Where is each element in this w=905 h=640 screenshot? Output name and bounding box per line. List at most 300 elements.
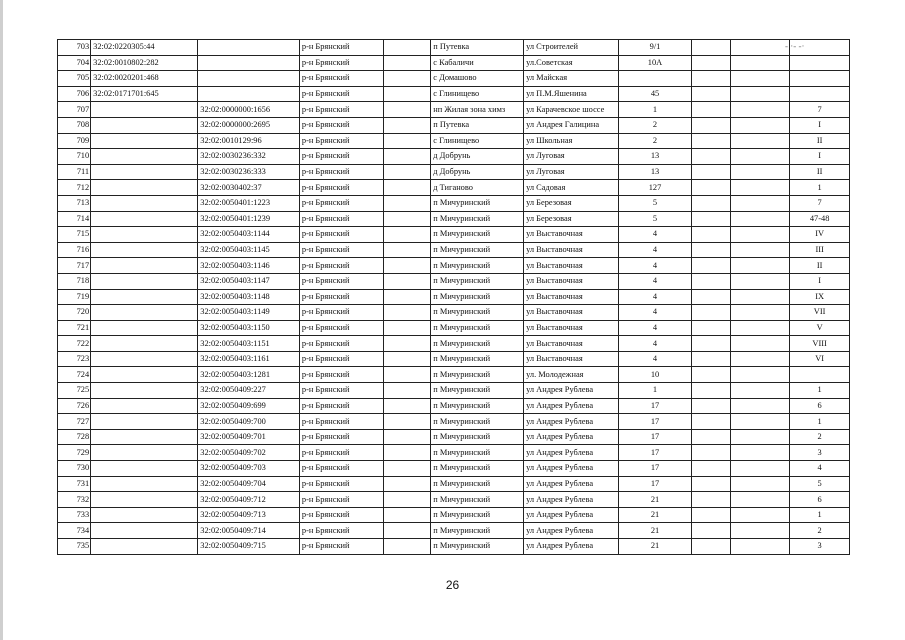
cell-apartment (790, 86, 850, 102)
cell-cadastral-number-b (198, 71, 300, 87)
cell-blank-col-2 (691, 305, 730, 321)
cell-district: р-н Брянский (299, 102, 383, 118)
cell-street: ул Выставочная (524, 258, 619, 274)
cell-cadastral-number-b: 32:02:0050403:1145 (198, 242, 300, 258)
cell-street: ул Майская (524, 71, 619, 87)
cell-district: р-н Брянский (299, 117, 383, 133)
cell-district: р-н Брянский (299, 320, 383, 336)
cell-blank-col-2 (691, 383, 730, 399)
cell-blank-col-2 (691, 40, 730, 56)
cell-blank-col-3 (730, 258, 790, 274)
cell-street: ул Луговая (524, 149, 619, 165)
cell-district: р-н Брянский (299, 398, 383, 414)
cell-blank-col-3 (730, 242, 790, 258)
cell-street: ул Андрея Рублева (524, 523, 619, 539)
cell-row-number: 721 (58, 320, 91, 336)
cell-blank-col-3 (730, 180, 790, 196)
cell-blank-col (383, 305, 430, 321)
cell-blank-col-3 (730, 117, 790, 133)
cell-street: ул Андрея Рублева (524, 492, 619, 508)
cell-blank-col (383, 164, 430, 180)
cell-cadastral-number-b: 32:02:0050401:1223 (198, 195, 300, 211)
cell-street: ул.Советская (524, 55, 619, 71)
cell-row-number: 714 (58, 211, 91, 227)
cell-blank-col (383, 289, 430, 305)
cell-apartment: 47-48 (790, 211, 850, 227)
cell-blank-col-3 (730, 476, 790, 492)
cell-cadastral-number-a (91, 289, 198, 305)
cell-blank-col-3 (730, 398, 790, 414)
cell-blank-col-2 (691, 289, 730, 305)
cell-row-number: 707 (58, 102, 91, 118)
cell-settlement: нп Жилая зона химз (431, 102, 524, 118)
cell-settlement: п Мичуринский (431, 398, 524, 414)
cell-house-number: 4 (619, 320, 692, 336)
cell-row-number: 713 (58, 195, 91, 211)
cell-settlement: п Мичуринский (431, 476, 524, 492)
cell-house-number: 10А (619, 55, 692, 71)
cell-cadastral-number-b: 32:02:0050403:1144 (198, 227, 300, 243)
cell-blank-col-3 (730, 164, 790, 180)
cell-blank-col-2 (691, 507, 730, 523)
cell-cadastral-number-a (91, 429, 198, 445)
cell-house-number: 1 (619, 102, 692, 118)
cell-cadastral-number-a (91, 367, 198, 383)
cell-settlement: п Мичуринский (431, 336, 524, 352)
cell-cadastral-number-a: 32:02:0020201:468 (91, 71, 198, 87)
cell-blank-col-2 (691, 273, 730, 289)
cell-settlement: п Мичуринский (431, 242, 524, 258)
cell-settlement: п Мичуринский (431, 273, 524, 289)
cell-apartment: 5 (790, 476, 850, 492)
cell-house-number: 1 (619, 383, 692, 399)
cell-district: р-н Брянский (299, 86, 383, 102)
cell-cadastral-number-a (91, 336, 198, 352)
cell-blank-col (383, 383, 430, 399)
cell-blank-col-3 (730, 289, 790, 305)
cell-settlement: п Мичуринский (431, 492, 524, 508)
cell-settlement: с Кабаличи (431, 55, 524, 71)
cell-settlement: д Тиганово (431, 180, 524, 196)
cell-blank-col (383, 211, 430, 227)
cell-apartment (790, 71, 850, 87)
cell-apartment: III (790, 242, 850, 258)
cell-house-number: 4 (619, 258, 692, 274)
cell-blank-col (383, 242, 430, 258)
cell-blank-col (383, 429, 430, 445)
cell-street: ул Луговая (524, 164, 619, 180)
table-row (58, 195, 850, 211)
cell-blank-col-3 (730, 336, 790, 352)
cell-district: р-н Брянский (299, 414, 383, 430)
cell-cadastral-number-a (91, 227, 198, 243)
cell-blank-col-2 (691, 102, 730, 118)
cell-cadastral-number-b: 32:02:0050409:702 (198, 445, 300, 461)
cell-blank-col-2 (691, 429, 730, 445)
table-row (58, 149, 850, 165)
cell-district: р-н Брянский (299, 351, 383, 367)
cell-row-number: 712 (58, 180, 91, 196)
cell-street: ул Выставочная (524, 336, 619, 352)
table-row (58, 320, 850, 336)
cell-blank-col-2 (691, 258, 730, 274)
cell-cadastral-number-a (91, 117, 198, 133)
cell-cadastral-number-a: 32:02:0010802:282 (91, 55, 198, 71)
cell-settlement: п Мичуринский (431, 289, 524, 305)
cell-district: р-н Брянский (299, 180, 383, 196)
cell-blank-col-2 (691, 180, 730, 196)
cell-street: ул Андрея Рублева (524, 539, 619, 555)
cell-row-number: 732 (58, 492, 91, 508)
cell-blank-col-3 (730, 211, 790, 227)
cell-cadastral-number-a (91, 320, 198, 336)
cell-blank-col-2 (691, 149, 730, 165)
cell-settlement: д Добрунь (431, 164, 524, 180)
cell-street: ул П.М.Яшенина (524, 86, 619, 102)
cell-settlement: п Мичуринский (431, 305, 524, 321)
cell-blank-col (383, 507, 430, 523)
cell-house-number: 17 (619, 398, 692, 414)
cell-blank-col (383, 367, 430, 383)
cell-apartment: II (790, 164, 850, 180)
cell-row-number: 727 (58, 414, 91, 430)
cell-cadastral-number-b (198, 55, 300, 71)
cell-blank-col-3 (730, 367, 790, 383)
cell-blank-col-3 (730, 383, 790, 399)
cell-apartment: 3 (790, 539, 850, 555)
table-row (58, 133, 850, 149)
cell-cadastral-number-b: 32:02:0050409:715 (198, 539, 300, 555)
cell-apartment: I (790, 273, 850, 289)
cell-blank-col-2 (691, 195, 730, 211)
cell-blank-col-3 (730, 414, 790, 430)
cell-apartment: 4 (790, 461, 850, 477)
cell-house-number: 5 (619, 211, 692, 227)
cell-blank-col-2 (691, 414, 730, 430)
cell-cadastral-number-a (91, 195, 198, 211)
cell-cadastral-number-a: 32:02:0171701:645 (91, 86, 198, 102)
cell-district: р-н Брянский (299, 383, 383, 399)
cell-blank-col (383, 102, 430, 118)
cell-blank-col-2 (691, 398, 730, 414)
cell-row-number: 710 (58, 149, 91, 165)
cell-house-number: 17 (619, 476, 692, 492)
cell-district: р-н Брянский (299, 211, 383, 227)
cell-cadastral-number-a (91, 102, 198, 118)
cell-cadastral-number-b: 32:02:0010129:96 (198, 133, 300, 149)
cell-cadastral-number-a (91, 492, 198, 508)
cell-house-number: 127 (619, 180, 692, 196)
cell-cadastral-number-a: 32:02:0220305:44 (91, 40, 198, 56)
table-row (58, 383, 850, 399)
cell-apartment: II (790, 133, 850, 149)
cell-blank-col-3 (730, 305, 790, 321)
cell-cadastral-number-b: 32:02:0050409:712 (198, 492, 300, 508)
cell-cadastral-number-b: 32:02:0050409:700 (198, 414, 300, 430)
table-row (58, 55, 850, 71)
cell-house-number: 13 (619, 164, 692, 180)
cell-blank-col (383, 86, 430, 102)
table-row (58, 71, 850, 87)
table-row (58, 117, 850, 133)
cell-cadastral-number-b: 32:02:0030402:37 (198, 180, 300, 196)
cell-street: ул Садовая (524, 180, 619, 196)
cell-blank-col (383, 195, 430, 211)
cell-cadastral-number-b: 32:02:0050403:1161 (198, 351, 300, 367)
table-row (58, 523, 850, 539)
scan-edge (0, 0, 3, 640)
cell-row-number: 719 (58, 289, 91, 305)
cell-row-number: 709 (58, 133, 91, 149)
cell-cadastral-number-b (198, 86, 300, 102)
cell-street: ул Андрея Рублева (524, 445, 619, 461)
cell-blank-col (383, 227, 430, 243)
cell-street: ул Андрея Рублева (524, 429, 619, 445)
table-row (58, 211, 850, 227)
cell-blank-col-2 (691, 320, 730, 336)
cell-blank-col (383, 351, 430, 367)
cell-cadastral-number-b: 32:02:0050403:1151 (198, 336, 300, 352)
cell-district: р-н Брянский (299, 195, 383, 211)
cell-blank-col-3 (730, 320, 790, 336)
cell-row-number: 717 (58, 258, 91, 274)
cell-apartment: VII (790, 305, 850, 321)
table-row (58, 227, 850, 243)
cell-district: р-н Брянский (299, 476, 383, 492)
table-row (58, 351, 850, 367)
cell-house-number: 4 (619, 242, 692, 258)
cell-cadastral-number-b: 32:02:0050409:699 (198, 398, 300, 414)
cell-blank-col-2 (691, 133, 730, 149)
cell-district: р-н Брянский (299, 133, 383, 149)
cell-street: ул Андрея Рублева (524, 414, 619, 430)
cell-blank-col-2 (691, 71, 730, 87)
cell-blank-col-3 (730, 523, 790, 539)
cell-row-number: 731 (58, 476, 91, 492)
cell-blank-col-2 (691, 492, 730, 508)
cell-row-number: 735 (58, 539, 91, 555)
table-row (58, 492, 850, 508)
cell-blank-col-2 (691, 351, 730, 367)
cell-street: ул Выставочная (524, 273, 619, 289)
cell-street: ул Выставочная (524, 227, 619, 243)
cell-row-number: 706 (58, 86, 91, 102)
cell-house-number: 45 (619, 86, 692, 102)
cell-blank-col-3 (730, 273, 790, 289)
cell-blank-col-3 (730, 445, 790, 461)
cell-cadastral-number-b: 32:02:0050409:704 (198, 476, 300, 492)
cell-cadastral-number-b: 32:02:0050409:227 (198, 383, 300, 399)
cell-cadastral-number-b: 32:02:0050403:1147 (198, 273, 300, 289)
cell-apartment: II (790, 258, 850, 274)
cell-row-number: 715 (58, 227, 91, 243)
table-row (58, 507, 850, 523)
table-row (58, 476, 850, 492)
cell-apartment: IX (790, 289, 850, 305)
cell-street: ул Андрея Рублева (524, 383, 619, 399)
registry-table (57, 39, 850, 555)
cell-cadastral-number-a (91, 383, 198, 399)
cell-blank-col-3 (730, 227, 790, 243)
cell-apartment: IV (790, 227, 850, 243)
cell-cadastral-number-a (91, 180, 198, 196)
cell-district: р-н Брянский (299, 273, 383, 289)
cell-apartment: 7 (790, 102, 850, 118)
cell-blank-col-3 (730, 195, 790, 211)
table-row (58, 336, 850, 352)
cell-blank-col (383, 523, 430, 539)
cell-cadastral-number-a (91, 164, 198, 180)
cell-blank-col-3 (730, 71, 790, 87)
cell-blank-col (383, 414, 430, 430)
cell-street: ул Андрея Рублева (524, 507, 619, 523)
cell-cadastral-number-b: 32:02:0050403:1149 (198, 305, 300, 321)
cell-blank-col-3 (730, 86, 790, 102)
cell-house-number: 4 (619, 273, 692, 289)
cell-apartment: 1 (790, 507, 850, 523)
cell-apartment: 7 (790, 195, 850, 211)
cell-settlement: п Мичуринский (431, 461, 524, 477)
cell-street: ул. Молодежная (524, 367, 619, 383)
cell-district: р-н Брянский (299, 71, 383, 87)
cell-house-number: 9/1 (619, 40, 692, 56)
cell-cadastral-number-a (91, 149, 198, 165)
cell-cadastral-number-a (91, 476, 198, 492)
cell-house-number: 21 (619, 507, 692, 523)
table-row (58, 445, 850, 461)
cell-house-number: 21 (619, 523, 692, 539)
cell-cadastral-number-b: 32:02:0050401:1239 (198, 211, 300, 227)
cell-district: р-н Брянский (299, 336, 383, 352)
cell-district: р-н Брянский (299, 258, 383, 274)
cell-house-number: 4 (619, 336, 692, 352)
cell-house-number: 5 (619, 195, 692, 211)
cell-blank-col-2 (691, 336, 730, 352)
cell-settlement: п Путевка (431, 117, 524, 133)
cell-cadastral-number-b: 32:02:0000000:2695 (198, 117, 300, 133)
cell-house-number: 17 (619, 429, 692, 445)
cell-blank-col (383, 476, 430, 492)
cell-blank-col (383, 398, 430, 414)
cell-blank-col-3 (730, 429, 790, 445)
cell-street: ул Андрея Рублева (524, 476, 619, 492)
cell-street: ул Карачевское шоссе (524, 102, 619, 118)
cell-house-number: 2 (619, 133, 692, 149)
cell-district: р-н Брянский (299, 445, 383, 461)
cell-cadastral-number-b: 32:02:0050409:701 (198, 429, 300, 445)
table-row (58, 367, 850, 383)
cell-house-number: 17 (619, 445, 692, 461)
cell-cadastral-number-b (198, 40, 300, 56)
cell-street: ул Выставочная (524, 351, 619, 367)
table-row (58, 164, 850, 180)
cell-blank-col (383, 133, 430, 149)
cell-district: р-н Брянский (299, 55, 383, 71)
cell-cadastral-number-a (91, 305, 198, 321)
cell-blank-col-2 (691, 211, 730, 227)
cell-row-number: 704 (58, 55, 91, 71)
cell-apartment: I (790, 117, 850, 133)
cell-house-number: 2 (619, 117, 692, 133)
cell-cadastral-number-a (91, 523, 198, 539)
cell-cadastral-number-a (91, 242, 198, 258)
cell-house-number: 21 (619, 539, 692, 555)
cell-apartment: VI (790, 351, 850, 367)
cell-blank-col (383, 492, 430, 508)
cell-district: р-н Брянский (299, 242, 383, 258)
cell-district: р-н Брянский (299, 367, 383, 383)
cell-settlement: п Мичуринский (431, 320, 524, 336)
cell-street: ул Строителей (524, 40, 619, 56)
cell-blank-col-3 (730, 351, 790, 367)
cell-row-number: 720 (58, 305, 91, 321)
cell-blank-col (383, 461, 430, 477)
cell-blank-col (383, 71, 430, 87)
cell-cadastral-number-a (91, 414, 198, 430)
cell-row-number: 708 (58, 117, 91, 133)
cell-apartment: 6 (790, 398, 850, 414)
cell-street: ул Выставочная (524, 289, 619, 305)
scan-mark: - ·- -· (785, 41, 805, 51)
table-row (58, 40, 850, 56)
cell-row-number: 730 (58, 461, 91, 477)
cell-street: ул Андрея Рублева (524, 398, 619, 414)
cell-cadastral-number-a (91, 539, 198, 555)
cell-blank-col (383, 117, 430, 133)
table-row (58, 414, 850, 430)
cell-cadastral-number-a (91, 273, 198, 289)
cell-row-number: 718 (58, 273, 91, 289)
cell-settlement: п Мичуринский (431, 445, 524, 461)
cell-cadastral-number-a (91, 351, 198, 367)
cell-apartment: V (790, 320, 850, 336)
cell-blank-col-3 (730, 102, 790, 118)
cell-row-number: 728 (58, 429, 91, 445)
cell-blank-col-3 (730, 133, 790, 149)
cell-blank-col-2 (691, 164, 730, 180)
cell-settlement: с Глинищево (431, 86, 524, 102)
cell-apartment (790, 55, 850, 71)
cell-blank-col-3 (730, 539, 790, 555)
cell-apartment: 1 (790, 414, 850, 430)
table-row (58, 289, 850, 305)
cell-cadastral-number-a (91, 461, 198, 477)
cell-blank-col (383, 336, 430, 352)
cell-district: р-н Брянский (299, 523, 383, 539)
cell-district: р-н Брянский (299, 289, 383, 305)
cell-district: р-н Брянский (299, 461, 383, 477)
cell-row-number: 722 (58, 336, 91, 352)
cell-row-number: 705 (58, 71, 91, 87)
cell-cadastral-number-b: 32:02:0050403:1146 (198, 258, 300, 274)
cell-apartment: 1 (790, 180, 850, 196)
cell-settlement: с Домашово (431, 71, 524, 87)
cell-cadastral-number-a (91, 507, 198, 523)
cell-settlement: п Мичуринский (431, 429, 524, 445)
cell-house-number: 4 (619, 227, 692, 243)
cell-blank-col (383, 258, 430, 274)
table-row (58, 102, 850, 118)
cell-district: р-н Брянский (299, 227, 383, 243)
cell-blank-col-2 (691, 367, 730, 383)
cell-apartment: 2 (790, 523, 850, 539)
cell-district: р-н Брянский (299, 492, 383, 508)
cell-settlement: п Мичуринский (431, 211, 524, 227)
cell-settlement: п Мичуринский (431, 414, 524, 430)
cell-apartment (790, 40, 850, 56)
cell-apartment: 2 (790, 429, 850, 445)
cell-settlement: п Мичуринский (431, 195, 524, 211)
